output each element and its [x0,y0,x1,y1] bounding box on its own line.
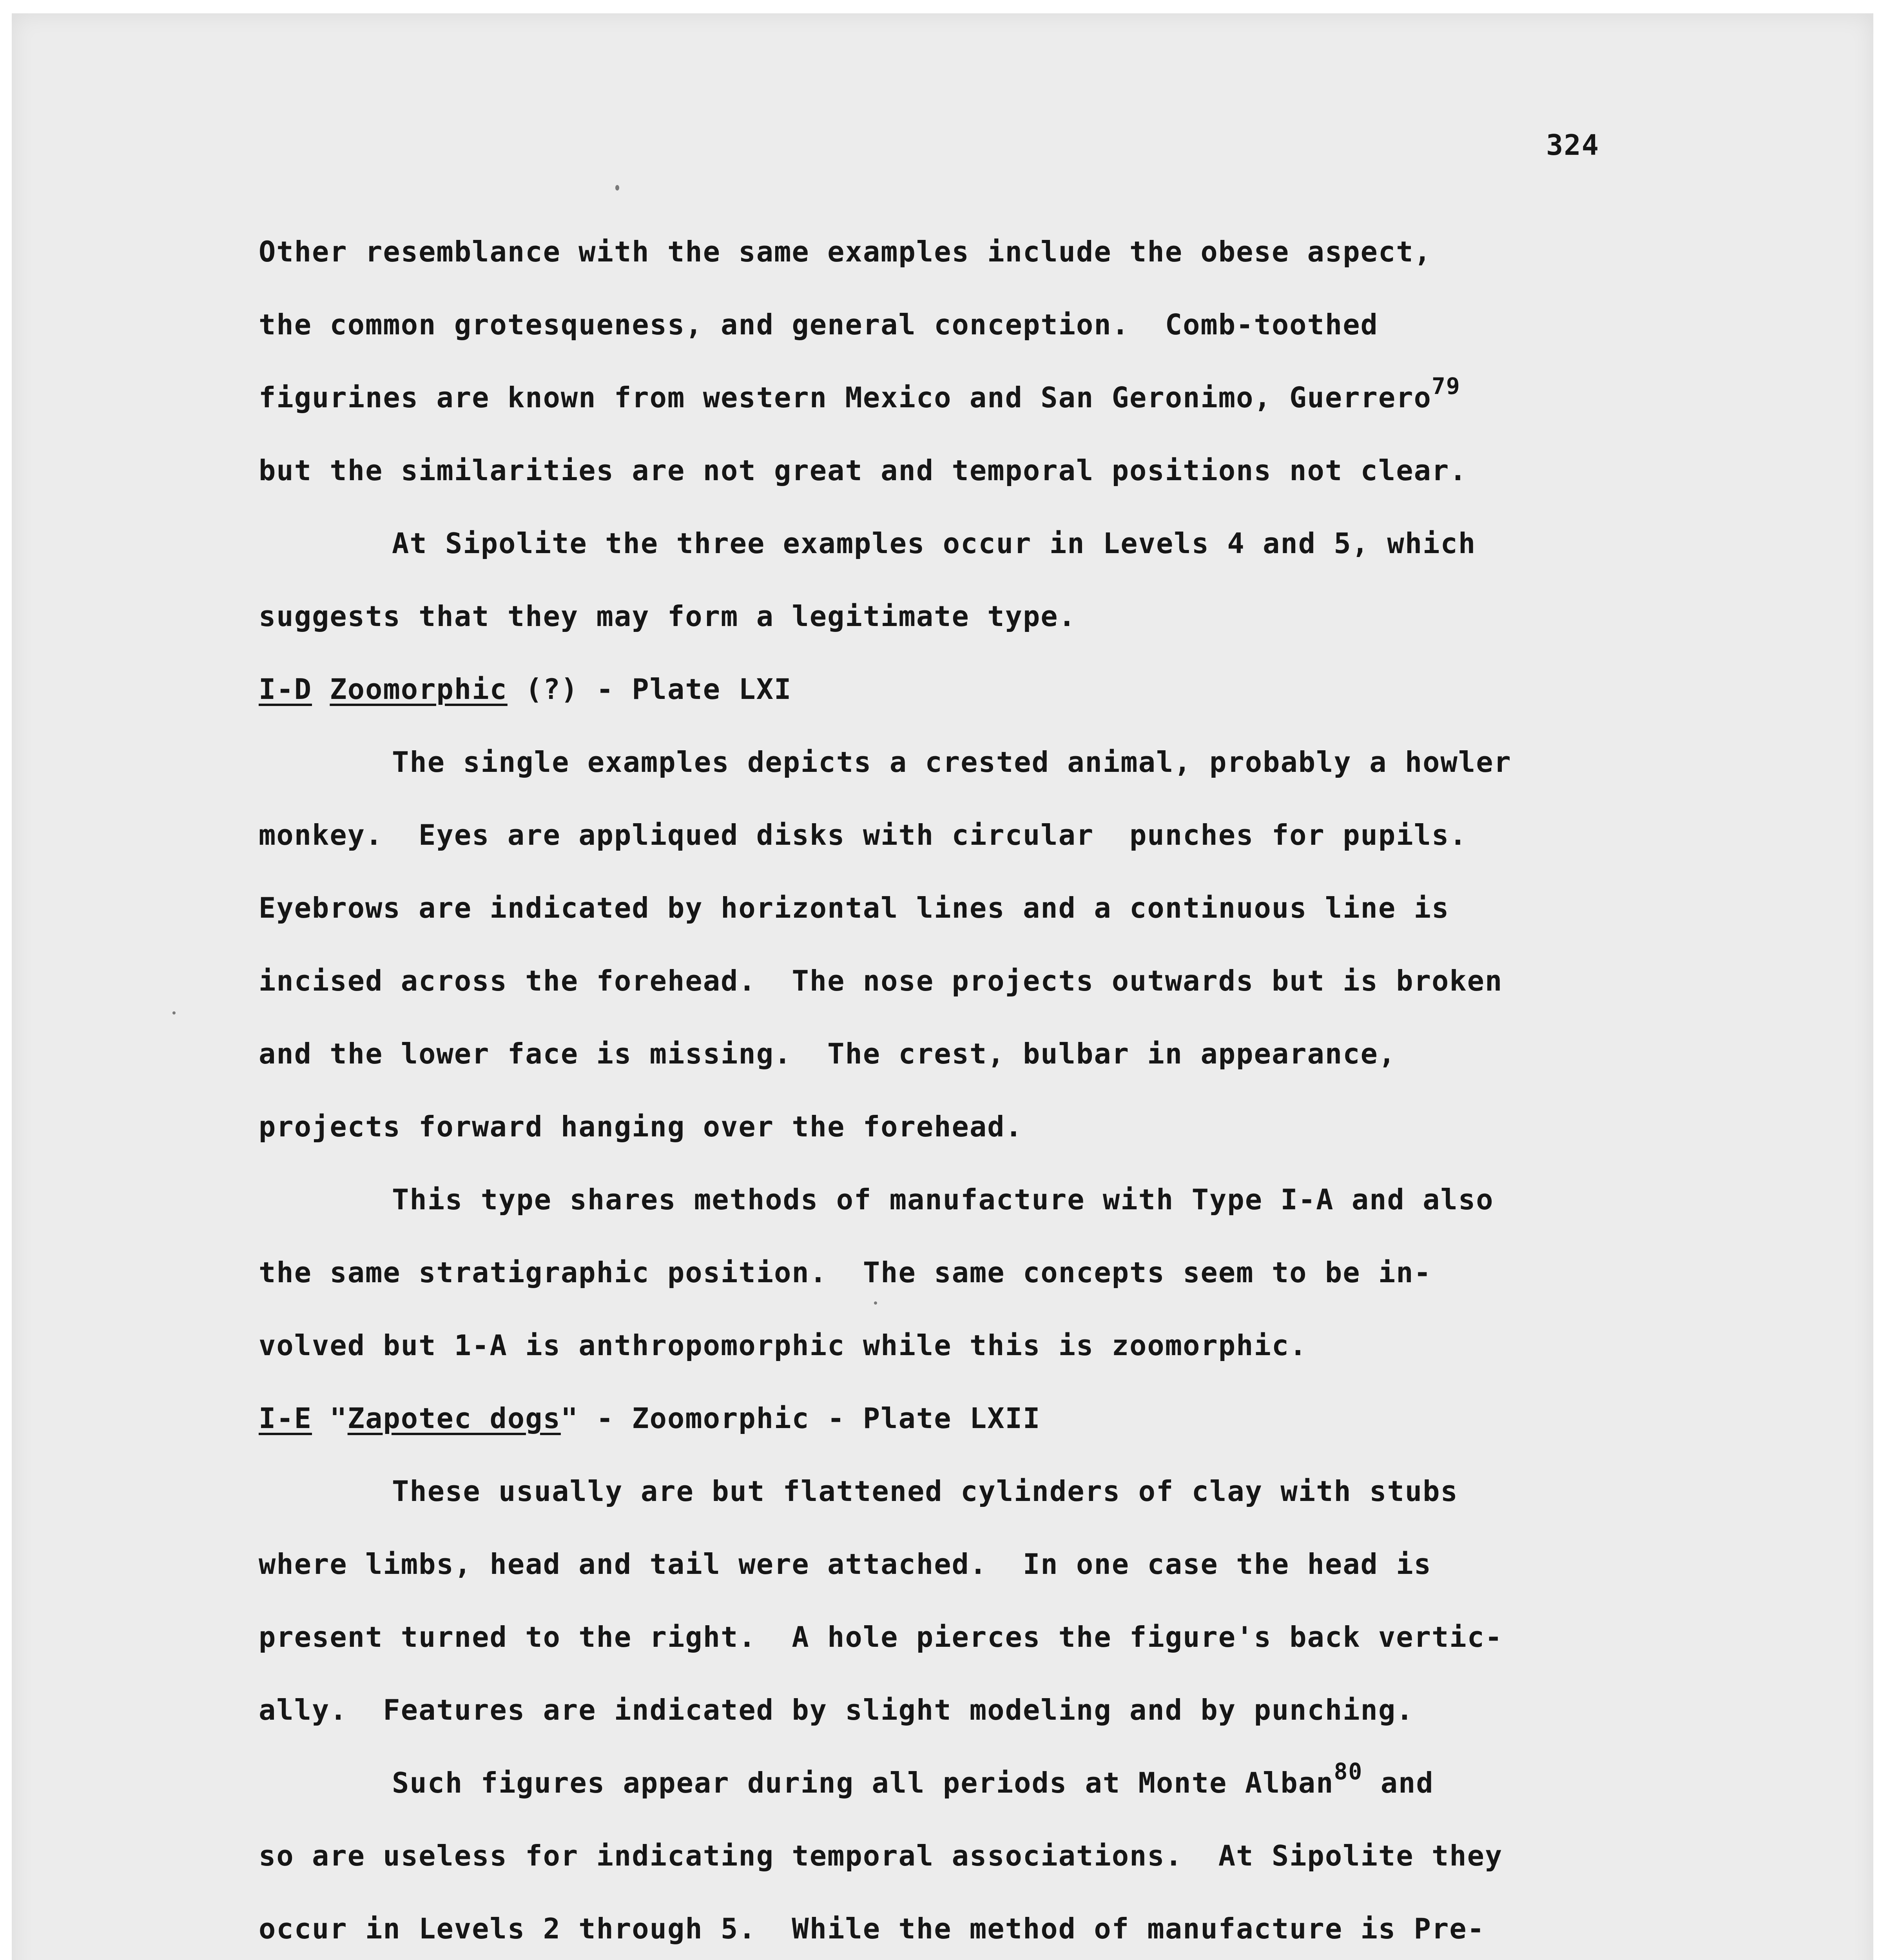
paragraph-6-line-3: occur in Levels 2 through 5. While the method of manufacture is Pre- [259,1912,1485,1945]
paragraph-3-line-4: incised across the forehead. The nose projects outwards but is broken [259,964,1503,997]
paragraph-6-line-2: so are useless for indicating temporal associations. At Sipolite they [259,1839,1503,1872]
paragraph-1-line-4: but the similarities are not great and temporal positions not clear. [259,454,1467,487]
paragraph-5-line-1: These usually are but flattened cylinders of clay with stubs [392,1475,1458,1508]
page-number: 324 [1546,129,1600,162]
paragraph-6-line-1-end: and [1363,1766,1434,1799]
paragraph-1-line-3-text: figurines are known from western Mexico and San Geronimo, Guerrero [259,381,1432,414]
paragraph-3-line-3: Eyebrows are indicated by horizontal lines and a continuous line is [259,891,1450,924]
heading-i-e-code: I-E [259,1402,312,1435]
paragraph-2-line-1: At Sipolite the three examples occur in Levels 4 and 5, which [392,527,1476,560]
paragraph-4-line-3: volved but 1-A is anthropomorphic while this is zoomorphic. [259,1329,1307,1362]
paragraph-1-line-3 [259,373,1461,414]
heading-i-d-name: Zoomorphic [330,673,508,706]
paragraph-1-line-1: Other resemblance with the same examples include the obese aspect, [259,235,1432,268]
paragraph-5-line-2: where limbs, head and tail were attached. In one case the head is [259,1548,1432,1581]
section-heading-i-d [259,673,792,706]
scan-speck [172,1011,176,1014]
heading-i-d-code: I-D [259,673,312,706]
paragraph-4-line-1: This type shares methods of manufacture with Type I-A and also [392,1183,1494,1216]
heading-i-d-rest: (?) - Plate LXI [507,673,792,706]
paragraph-3-line-5: and the lower face is missing. The crest, bulbar in appearance, [259,1037,1396,1070]
paragraph-3-line-6: projects forward hanging over the forehead. [259,1110,1023,1143]
heading-i-e-quote-open: " [312,1402,348,1435]
scan-speck [874,1301,877,1305]
heading-i-e-name: Zapotec dogs [347,1402,561,1435]
paragraph-6-line-1 [392,1758,1434,1799]
paragraph-3-line-1: The single examples depicts a crested animal, probably a howler [392,746,1512,779]
paragraph-3-line-2: monkey. Eyes are appliqued disks with circular punches for pupils. [259,818,1467,851]
paragraph-4-line-2: the same stratigraphic position. The same concepts seem to be in- [259,1256,1432,1289]
footnote-ref-79: 79 [1431,373,1461,399]
paragraph-6-line-1-text: Such figures appear during all periods at Monte Alban [392,1766,1334,1799]
scan-speck [615,185,619,191]
paragraph-1-line-2: the common grotesqueness, and general conception. Comb-toothed [259,308,1378,341]
paragraph-5-line-3: present turned to the right. A hole pierces the figure's back vertic- [259,1621,1503,1653]
section-heading-i-e [259,1402,1041,1435]
footnote-ref-80: 80 [1334,1758,1363,1785]
heading-i-e-rest: " - Zoomorphic - Plate LXII [560,1402,1041,1435]
paragraph-5-line-4: ally. Features are indicated by slight modeling and by punching. [259,1693,1414,1726]
paragraph-2-line-2: suggests that they may form a legitimate type. [259,600,1076,633]
